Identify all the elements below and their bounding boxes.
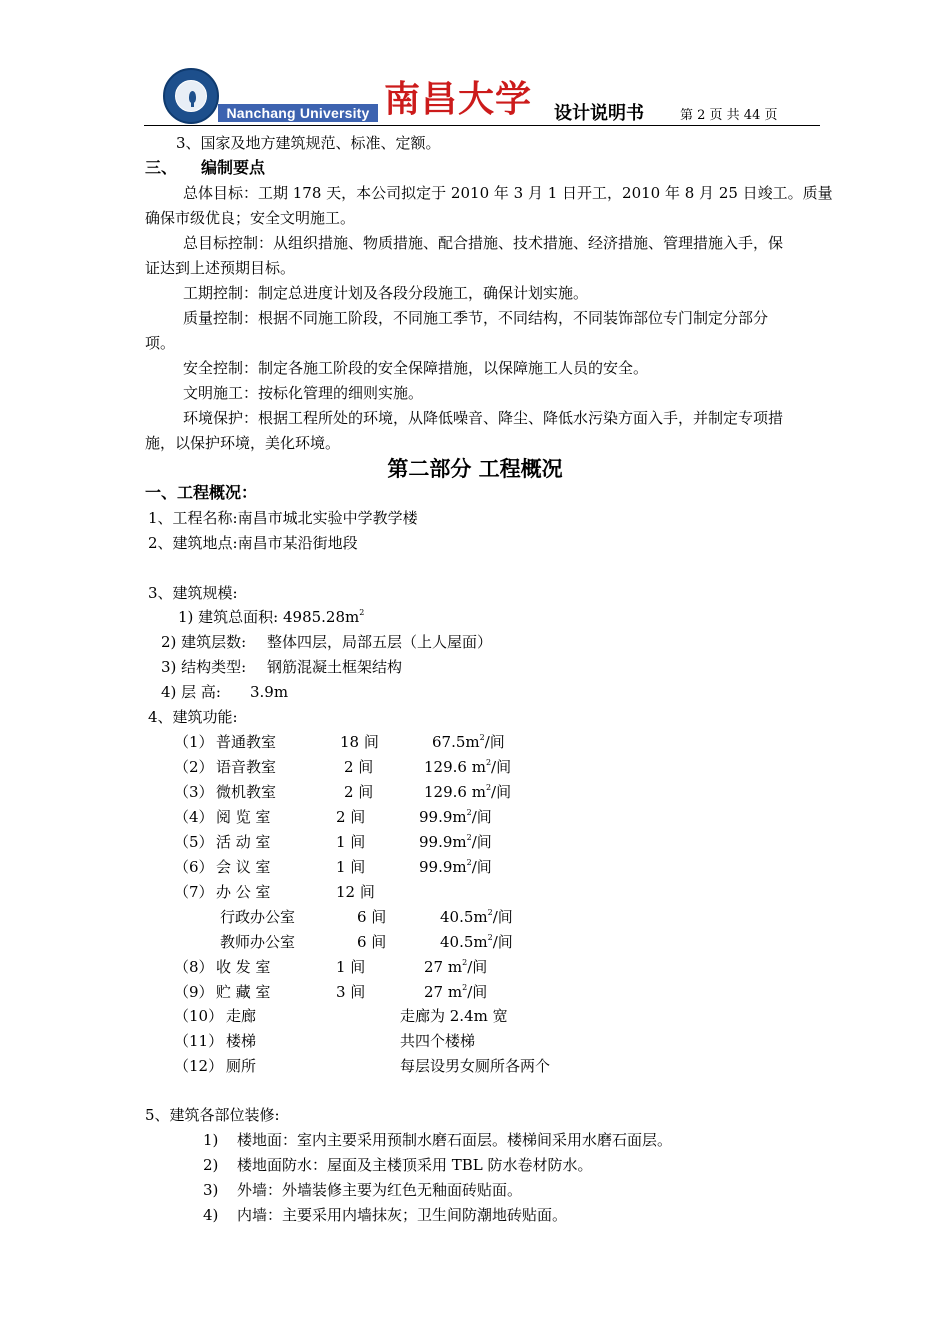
height-value: 3.9m bbox=[250, 683, 289, 701]
paragraph-quality-control-cont: 项。 bbox=[145, 334, 176, 352]
room-size: 27 $m^2/$间 bbox=[424, 958, 488, 976]
floors-value: 整体四层，局部五层（上人屋面） bbox=[267, 633, 493, 651]
room-number: （2） bbox=[174, 758, 214, 776]
room-name: 办 公 室 bbox=[216, 883, 271, 901]
paragraph-civilized-construction: 文明施工：按标化管理的细则实施。 bbox=[183, 384, 424, 402]
room-size: 27 $m^2/$间 bbox=[424, 983, 488, 1001]
room-number: （5） bbox=[174, 833, 214, 851]
decoration-text: 内墙：主要采用内墙抹灰；卫生间防潮地砖贴面。 bbox=[237, 1206, 568, 1224]
facility-desc: 每层设男女厕所各两个 bbox=[400, 1057, 551, 1075]
decoration-text: 楼地面防水：屋面及主楼顶采用 TBL 防水卷材防水。 bbox=[237, 1156, 593, 1174]
subsection-heading: 一、工程概况： bbox=[145, 483, 258, 502]
section-number: 三、 bbox=[145, 158, 178, 177]
document-title: 设计说明书 bbox=[554, 103, 644, 124]
total-area: 1) 建筑总面积: $4985.28m^2$ bbox=[178, 608, 365, 626]
decoration-number: 3) bbox=[203, 1181, 219, 1199]
room-size: $99.9m^2/$间 bbox=[419, 833, 492, 851]
room-count: 3 间 bbox=[336, 983, 366, 1001]
paragraph-safety-control: 安全控制：制定各施工阶段的安全保障措施，以保障施工人员的安全。 bbox=[183, 359, 649, 377]
regulation-item: 3、国家及地方建筑规范、标准、定额。 bbox=[176, 134, 441, 152]
paragraph-quality-control: 质量控制：根据不同施工阶段，不同施工季节，不同结构，不同装饰部位专门制定分部分 bbox=[183, 309, 769, 327]
facility-number: （10） bbox=[174, 1007, 224, 1025]
decoration-text: 楼地面：室内主要采用预制水磨石面层。楼梯间采用水磨石面层。 bbox=[237, 1131, 673, 1149]
header-rule bbox=[144, 125, 820, 126]
facility-name: 楼梯 bbox=[226, 1032, 257, 1050]
facility-number: （11） bbox=[174, 1032, 224, 1050]
function-label: 4、建筑功能: bbox=[148, 708, 238, 726]
structure-value: 钢筋混凝土框架结构 bbox=[267, 658, 403, 676]
office-count: 6 间 bbox=[357, 908, 387, 926]
decoration-text: 外墙：外墙装修主要为红色无釉面砖贴面。 bbox=[237, 1181, 523, 1199]
floors-label: 2) 建筑层数: bbox=[161, 633, 247, 651]
part-title: 第二部分 工程概况 bbox=[387, 457, 563, 481]
room-number: （8） bbox=[174, 958, 214, 976]
facility-name: 走廊 bbox=[226, 1007, 257, 1025]
room-number: （6） bbox=[174, 858, 214, 876]
room-name: 贮 藏 室 bbox=[216, 983, 271, 1001]
section-heading: 编制要点 bbox=[201, 158, 266, 177]
facility-name: 厕所 bbox=[226, 1057, 257, 1075]
room-number: （7） bbox=[174, 883, 214, 901]
room-number: （4） bbox=[174, 808, 214, 826]
room-name: 微机教室 bbox=[216, 783, 277, 801]
room-count: 2 间 bbox=[344, 758, 374, 776]
paragraph-environment: 环境保护：根据工程所处的环境，从降低噪音、降尘、降低水污染方面入手，并制定专项措 bbox=[183, 409, 784, 427]
office-count: 6 间 bbox=[357, 933, 387, 951]
paragraph-overall-goal: 总体目标：工期 178 天，本公司拟定于 2010 年 3 月 1 日开工，2010 年 8 月 25 日竣工。质量 bbox=[183, 184, 833, 202]
decoration-number: 1) bbox=[203, 1131, 219, 1149]
room-count: 1 间 bbox=[336, 858, 366, 876]
office-size: $40.5m^2/$间 bbox=[440, 908, 513, 926]
paragraph-overall-goal-cont: 确保市级优良；安全文明施工。 bbox=[145, 209, 356, 227]
room-name: 阅 览 室 bbox=[216, 808, 271, 826]
decoration-number: 2) bbox=[203, 1156, 219, 1174]
room-count: 2 间 bbox=[344, 783, 374, 801]
room-size: $99.9m^2/$间 bbox=[419, 808, 492, 826]
facility-desc: 走廊为 2.4m 宽 bbox=[400, 1007, 508, 1025]
room-name: 普通教室 bbox=[216, 733, 277, 751]
room-number: （9） bbox=[174, 983, 214, 1001]
office-size: $40.5m^2/$间 bbox=[440, 933, 513, 951]
room-size: $67.5m^2/$间 bbox=[432, 733, 505, 751]
height-label: 4) 层 高: bbox=[161, 683, 221, 701]
project-location: 2、建筑地点:南昌市某沿街地段 bbox=[148, 534, 358, 552]
room-count: 18 间 bbox=[340, 733, 379, 751]
paragraph-environment-cont: 施，以保护环境，美化环境。 bbox=[145, 434, 341, 452]
paragraph-schedule-control: 工期控制：制定总进度计划及各段分段施工，确保计划实施。 bbox=[183, 284, 589, 302]
facility-desc: 共四个楼梯 bbox=[400, 1032, 476, 1050]
room-name: 活 动 室 bbox=[216, 833, 271, 851]
room-size: $99.9m^2/$间 bbox=[419, 858, 492, 876]
university-en-banner: Nanchang University bbox=[218, 104, 378, 122]
room-name: 收 发 室 bbox=[216, 958, 271, 976]
facility-number: （12） bbox=[174, 1057, 224, 1075]
office-type: 行政办公室 bbox=[220, 908, 296, 926]
room-number: （3） bbox=[174, 783, 214, 801]
room-count: 2 间 bbox=[336, 808, 366, 826]
room-size: 129.6 $m^2/$间 bbox=[424, 783, 512, 801]
paragraph-goal-control: 总目标控制：从组织措施、物质措施、配合措施、技术措施、经济措施、管理措施入手，保 bbox=[183, 234, 784, 252]
room-count: 1 间 bbox=[336, 833, 366, 851]
decoration-label: 5、建筑各部位装修: bbox=[145, 1106, 280, 1124]
room-name: 语音教室 bbox=[216, 758, 277, 776]
structure-label: 3) 结构类型: bbox=[161, 658, 247, 676]
office-type: 教师办公室 bbox=[220, 933, 296, 951]
room-size: 129.6 $m^2/$间 bbox=[424, 758, 512, 776]
room-number: （1） bbox=[174, 733, 214, 751]
room-count: 12 间 bbox=[336, 883, 375, 901]
room-count: 1 间 bbox=[336, 958, 366, 976]
project-name: 1、工程名称:南昌市城北实验中学教学楼 bbox=[148, 509, 418, 527]
decoration-number: 4) bbox=[203, 1206, 219, 1224]
university-cn-logotype: 南昌大学 bbox=[384, 79, 533, 120]
room-name: 会 议 室 bbox=[216, 858, 271, 876]
paragraph-goal-control-cont: 证达到上述预期目标。 bbox=[145, 259, 296, 277]
scale-label: 3、建筑规模: bbox=[148, 584, 238, 602]
university-seal-logo bbox=[163, 68, 219, 124]
page-indicator: 第 2 页 共 44 页 bbox=[680, 108, 778, 123]
